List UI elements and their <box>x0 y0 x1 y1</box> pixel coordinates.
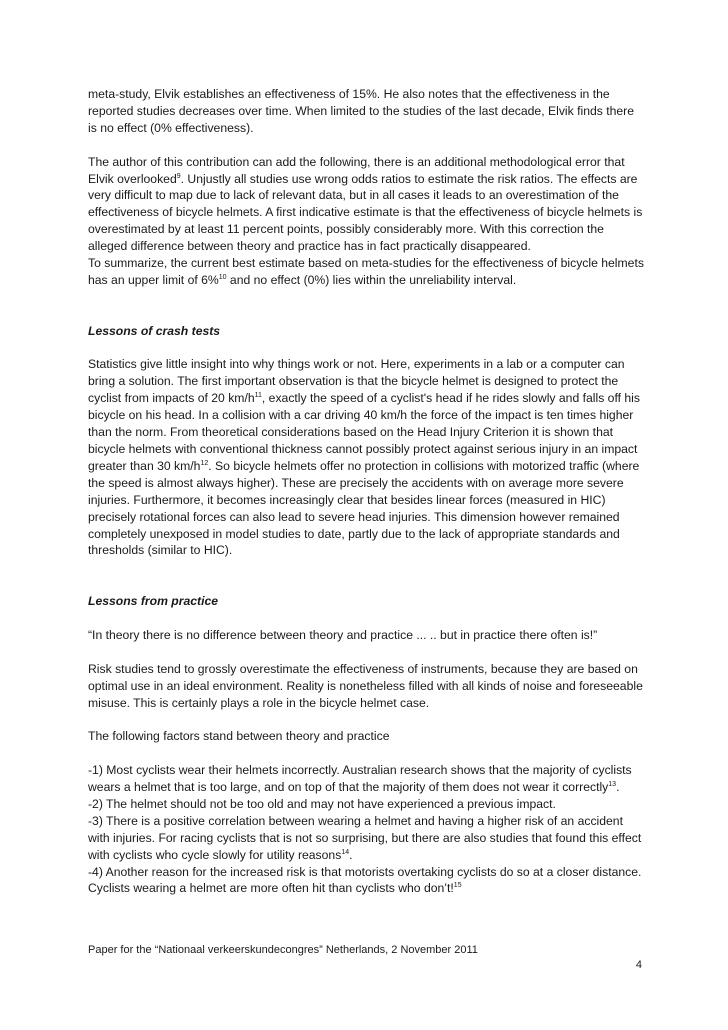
paragraph-crash-tests: Statistics give little insight into why things work or not. Here, experiments in a lab or a computer can bring a solution. The first important observation is that the bicycle helmet is designed to protect the cyclist from impacts of 20 $km/h^{11}$, exactly the speed of a cyclist's head if he rides slowly and falls off his bicycle on his head. In a collision with a car driving 40 km/h the force of the impact is ten times higher than the norm. From theoretical considerations based on the Head Injury Criterion it is shown that bicycle helmets with conventional thickness cannot possibly protect against serious injury in an impact greater than 30 $km/h^{12}$. So bicycle helmets offer no protection in collisions with motorized traffic (where the speed is almost always higher). These are precisely the accidents with on average more severe injuries. Furthermore, it becomes increasingly clear that besides linear forces (measured in HIC) precisely rotational forces can also lead to severe head injuries. This dimension however remained completely unexposed in model studies to date, partly due to the lack of appropriate standards and thresholds (similar to HIC). <box>88 357 640 558</box>
page-number: 4 <box>635 959 642 971</box>
footnote-ref-13: 13 <box>608 780 617 788</box>
footnote-ref-12: 12 <box>200 459 209 467</box>
paragraph-factors-intro: The following factors stand between theory and practice <box>88 729 390 744</box>
body-text <box>88 86 644 897</box>
list-item-factor-4: -4) Another reason for the increased risk is that motorists overtaking cyclists do so at a closer distance. Cyclists wearing a helmet are more often hit than cyclists who don’t!$^{15}$ <box>88 864 642 896</box>
quote: “In theory there is no difference between theory and practice ... .. but in practice there often is!” <box>88 627 598 642</box>
footnote-ref-11: 11 <box>254 392 262 400</box>
footnote-ref-10: 10 <box>218 273 227 281</box>
section-heading-crash-tests: Lessons of crash tests <box>88 323 221 338</box>
footnote-ref-14: 14 <box>341 848 350 856</box>
list-item-factor-3: -3) There is a positive correlation between wearing a helmet and having a higher risk of an accident with injuries. For racing cyclists that is not so surprising, but there are also studies that found this effect with cyclists who cycle slowly for utility reasons$^{14}$. <box>88 813 642 862</box>
footnote-ref-9: 9 <box>176 172 181 180</box>
page-footer: Paper for the “Nationaal verkeerskundecongres” Netherlands, 2 November 2011 <box>88 944 478 956</box>
paragraph-elvik-summary: meta-study, Elvik establishes an effectiveness of 15%. He also notes that the effectiveness in the reported studies decreases over time. When limited to the studies of the last decade, Elvik finds there is no effect (0% effectiveness). <box>88 87 635 135</box>
footnote-ref-15: 15 <box>453 882 462 890</box>
paragraph-risk-studies: Risk studies tend to grossly overestimate the effectiveness of instruments, because they are based on optimal use in an ideal environment. Reality is nonetheless filled with all kinds of noise and foreseeable misuse. This is certainly plays a role in the bicycle helmet case. <box>88 661 643 710</box>
paragraph-methodological-error: The author of this contribution can add the following, there is an additional methodological error that Elvik overlooked$^9$. Unjustly all studies use wrong odds ratios to estimate the risk ratios. The effects are very difficult to map due to lack of relevant data, but in all cases it leads to an overestimation of the effectiveness of bicycle helmets. A first indicative estimate is that the effectiveness of bicycle helmets is overestimated by at least 11 percent points, possibly considerably more. With this correction the alleged difference between theory and practice has in fact practically disappeared. <box>88 154 643 254</box>
section-heading-practice: Lessons from practice <box>88 594 219 609</box>
list-item-factor-1: -1) Most cyclists wear their helmets incorrectly. Australian research shows that the majority of cyclists wears a helmet that is too large, and on top of that the majority of them does not wear it correctly$^{13}$. <box>88 763 632 795</box>
list-item-factor-2: -2) The helmet should not be too old and may not have experienced a previous impact. <box>88 796 556 811</box>
paragraph-summary: To summarize, the current best estimate based on meta-studies for the effectiveness of bicycle helmets has an upper limit of 6%$^{10}$ and no effect (0%) lies within the unreliability interval. <box>88 256 644 287</box>
